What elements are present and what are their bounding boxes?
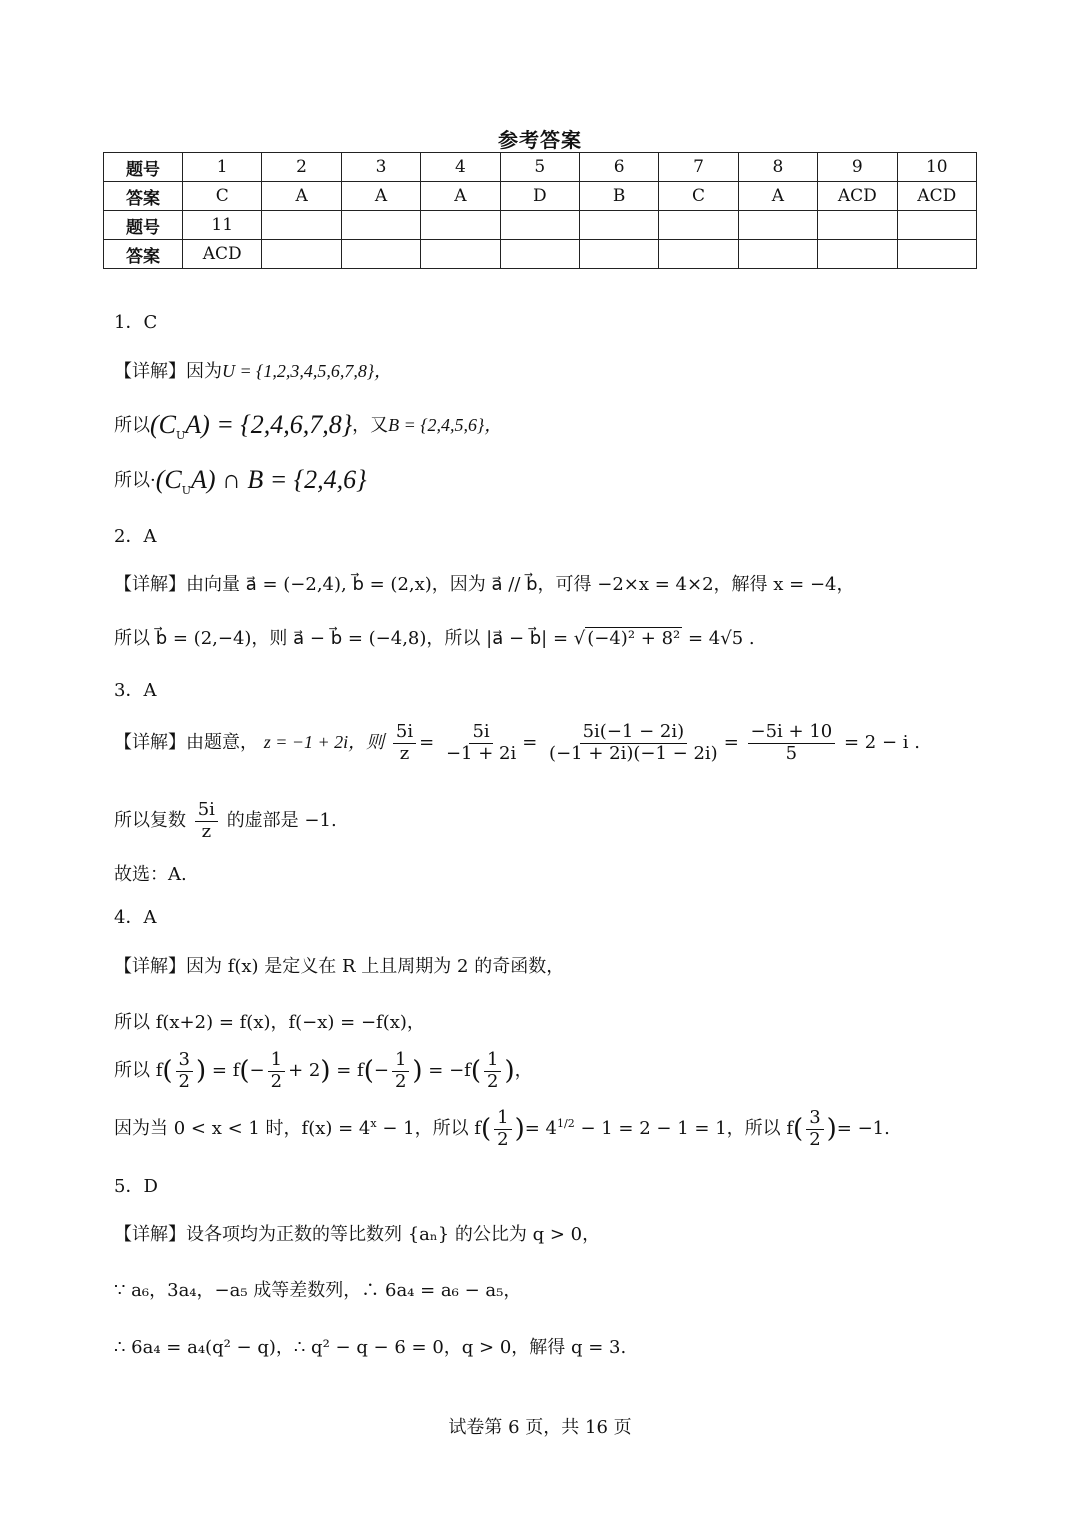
fraction-denominator: z <box>399 742 410 764</box>
q1-heading: 1．C <box>114 312 158 333</box>
q3-detail-line1: 【详解】由题意， z = −1 + 2i，则 $\frac{5i}{z}$ = $\frac{5i}{-1 + 2i}$ = $\frac{5i(-1 - 2i)}{(-1 + 2i)(-1 - 2i)}$ = $\frac{-5i + 10}{5}$ = 2 − i . <box>114 721 920 764</box>
paren-close-icon: ) <box>826 1114 837 1145</box>
q5-detail-line2: ∵ a₆，3a₄，−a₅ 成等差数列，∴ 6a₄ = a₆ − a₅， <box>114 1280 522 1301</box>
q1-l3-pre: 所以· <box>114 470 156 492</box>
fraction <box>176 1050 193 1092</box>
fraction <box>748 722 836 764</box>
fraction <box>392 1050 409 1092</box>
q1-l2-math <box>150 410 353 443</box>
fraction-numerator: 1 <box>494 1108 511 1130</box>
answer-table <box>103 152 977 269</box>
fraction-denominator: z <box>201 820 212 842</box>
table-cell: C <box>183 182 262 211</box>
table-cell <box>818 211 897 240</box>
table-cell: 9 <box>818 153 897 182</box>
table-cell <box>341 211 420 240</box>
q4-l4-exp: 1/2 <box>557 1117 575 1131</box>
table-cell <box>579 211 658 240</box>
q3-l2-post: 的虚部是 −1. <box>226 810 337 832</box>
q3-l1-pre: 【详解】由题意， <box>114 732 258 754</box>
q2-sqrt-body: (−4)² + 8² <box>587 628 681 649</box>
table-cell <box>341 240 420 269</box>
table-cell: ACD <box>818 182 897 211</box>
fraction-denominator: 2 <box>394 1070 407 1092</box>
fraction-numerator: 5i <box>393 722 416 744</box>
paren-open-icon: ( <box>363 1056 374 1087</box>
q1-l1-tag: 【详解】因为 <box>114 361 222 382</box>
table-cell: ACD <box>897 182 976 211</box>
q3-detail-line2 <box>114 800 337 842</box>
table-cell: A <box>421 182 500 211</box>
table-cell <box>659 240 738 269</box>
table-cell: 2 <box>262 153 341 182</box>
table-cell: B <box>579 182 658 211</box>
fraction <box>494 1108 511 1150</box>
q1-l2-mid: ，又 <box>352 415 389 437</box>
fraction <box>195 800 218 842</box>
table-cell: 5 <box>500 153 579 182</box>
q4-detail-line2: 所以 f(x+2) = f(x)，f(−x) = −f(x)， <box>114 1012 425 1033</box>
q3-heading: 3．A <box>114 680 157 701</box>
q1-detail-line3 <box>114 465 367 497</box>
paren-close-icon: ) <box>412 1056 423 1087</box>
page-footer: 试卷第 6 页，共 16 页 <box>448 1417 632 1438</box>
fraction-numerator: 1 <box>392 1050 409 1072</box>
q4-l4-after: − 1 = 2 − 1 = 1，所以 f <box>574 1118 794 1140</box>
row-label-answer: 答案 <box>104 182 183 211</box>
q3-detail-line3: 故选：A. <box>114 864 187 885</box>
q4-l3-eq3: = −f <box>428 1060 471 1082</box>
fraction-numerator: 1 <box>268 1050 285 1072</box>
fraction-numerator: 5i <box>469 722 492 744</box>
row-label-answer: 答案 <box>104 240 183 269</box>
table-cell <box>738 240 817 269</box>
table-cell <box>897 240 976 269</box>
q1-detail-line1 <box>114 357 392 383</box>
table-row <box>104 153 977 182</box>
table-cell: ACD <box>183 240 262 269</box>
table-cell: A <box>262 182 341 211</box>
q1-l2-pre: 所以 <box>114 415 150 437</box>
table-cell <box>500 240 579 269</box>
fraction-denominator: 2 <box>487 1070 499 1092</box>
table-cell: A <box>341 182 420 211</box>
exp-num: 1 <box>557 1117 565 1131</box>
fraction-denominator: 5 <box>785 742 798 764</box>
q4-l3-eq1: = f <box>211 1060 240 1082</box>
q4-l3-eq2: = f <box>336 1060 364 1082</box>
fraction <box>546 722 721 764</box>
table-cell: 7 <box>659 153 738 182</box>
q1-l3-math-a: (C <box>155 465 182 494</box>
q4-detail-line4 <box>114 1108 890 1150</box>
q5-detail-line1: 【详解】设各项均为正数的等比数列 {aₙ} 的公比为 q > 0， <box>114 1224 601 1245</box>
q4-l3-pre: 所以 f <box>114 1060 163 1082</box>
fraction-denominator: 2 <box>178 1070 190 1092</box>
table-cell: 6 <box>579 153 658 182</box>
fraction-numerator: −5i + 10 <box>748 722 836 744</box>
q4-detail-line3: 所以 f( $\frac{3}{2}$ ) = f(− $\frac{1}{2}$ + 2) = f(− $\frac{1}{2}$ ) = −f( $\frac{1}{2}$ )， <box>114 1049 533 1092</box>
paren-close-icon: ) <box>196 1056 207 1087</box>
table-cell <box>818 240 897 269</box>
q1-l2-math-b: A) = {2,4,6,7,8} <box>185 410 353 439</box>
table-cell <box>262 211 341 240</box>
q3-l2-pre: 所以复数 <box>114 810 186 832</box>
q4-l4-eq: = 4 <box>524 1118 558 1140</box>
row-label-question: 题号 <box>104 153 183 182</box>
q4-l4-pre: 因为当 0 < x < 1 时，f(x) = 4 <box>114 1118 371 1140</box>
table-cell <box>500 211 579 240</box>
q2-l2a: 所以 b⃗ = (2,−4)，则 a⃗ − b⃗ = (−4,8)，所以 |a⃗ − b⃗| = <box>114 628 574 649</box>
paren-open-icon: ( <box>793 1114 804 1145</box>
q1-l3-sub: U <box>181 484 192 498</box>
sqrt-icon: √ <box>573 628 586 649</box>
q4-l4-sup: x <box>370 1117 377 1131</box>
fraction-denominator: −1 + 2i <box>445 742 517 764</box>
q4-heading: 4．A <box>114 907 157 928</box>
fraction <box>443 722 519 764</box>
q2-detail-line2 <box>114 624 755 650</box>
paren-open-icon: ( <box>480 1114 492 1145</box>
paren-close-icon: ) <box>320 1056 331 1087</box>
table-cell: C <box>659 182 738 211</box>
q4-detail-line1: 【详解】因为 f(x) 是定义在 R 上且周期为 2 的奇函数， <box>114 956 565 977</box>
q1-detail-line2 <box>114 410 502 442</box>
table-cell <box>421 240 500 269</box>
q3-l1-z: z = −1 + 2i，则 <box>263 732 385 753</box>
q4-l4-end: = −1. <box>836 1118 890 1140</box>
q4-l4-mid: − 1，所以 f <box>376 1118 481 1140</box>
table-cell <box>421 211 500 240</box>
q1-l2-sub: U <box>176 429 186 443</box>
q3-l1-end: = 2 − i . <box>843 732 920 754</box>
paren-open-icon: ( <box>239 1056 250 1087</box>
fraction-denominator: 2 <box>809 1128 821 1150</box>
fraction <box>806 1108 823 1150</box>
table-row <box>104 182 977 211</box>
row-label-question: 题号 <box>104 211 183 240</box>
table-cell: 10 <box>897 153 976 182</box>
q4-l3-mid: + 2 <box>288 1060 321 1082</box>
fraction <box>393 722 416 764</box>
table-cell <box>897 211 976 240</box>
table-cell: 11 <box>183 211 262 240</box>
paren-open-icon: ( <box>470 1056 481 1087</box>
q1-l3-math-b: A) ∩ B = {2,4,6} <box>191 465 367 494</box>
q5-detail-line3: ∴ 6a₄ = a₄(q² − q)，∴ q² − q − 6 = 0，q > 0，解得 q = 3. <box>114 1337 627 1358</box>
fraction-denominator: 2 <box>270 1070 283 1092</box>
fraction-denominator: 2 <box>497 1128 509 1150</box>
table-cell <box>738 211 817 240</box>
q1-l3-math <box>155 465 367 498</box>
q5-heading: 5．D <box>114 1176 158 1197</box>
paren-open-icon: ( <box>162 1056 173 1087</box>
table-cell: 1 <box>183 153 262 182</box>
q2-detail-line1: 【详解】由向量 a⃗ = (−2,4), b⃗ = (2,x)，因为 a⃗ // b⃗，可得 −2×x = 4×2，解得 x = −4， <box>114 574 855 595</box>
fraction-numerator: 1 <box>484 1050 501 1072</box>
table-cell <box>262 240 341 269</box>
fraction-numerator: 3 <box>176 1050 193 1072</box>
table-cell <box>579 240 658 269</box>
fraction-numerator: 5i(−1 − 2i) <box>580 722 688 744</box>
q2-heading: 2．A <box>114 526 157 547</box>
fraction <box>484 1050 501 1092</box>
table-cell: 8 <box>738 153 817 182</box>
paren-close-icon: ) <box>514 1114 525 1145</box>
table-cell: 4 <box>421 153 500 182</box>
paren-close-icon: ) <box>504 1056 515 1087</box>
exp-den: 2 <box>567 1117 575 1131</box>
fraction-denominator: (−1 + 2i)(−1 − 2i) <box>549 742 718 764</box>
table-row <box>104 240 977 269</box>
table-cell: 3 <box>341 153 420 182</box>
q4-l3-end: ， <box>514 1060 533 1082</box>
fraction-numerator: 5i <box>195 800 218 822</box>
q1-l1-math: U = {1,2,3,4,5,6,7,8}， <box>222 361 393 381</box>
page-title: 参考答案 <box>498 128 582 152</box>
table-cell: D <box>500 182 579 211</box>
q1-l2-math-a: (C <box>150 410 176 439</box>
table-row <box>104 211 977 240</box>
q1-l2-math3: B = {2,4,5,6}， <box>388 415 503 436</box>
table-cell <box>659 211 738 240</box>
table-cell: A <box>738 182 817 211</box>
fraction <box>268 1050 285 1092</box>
q2-l2b: = 4√5 . <box>682 628 755 649</box>
fraction-numerator: 3 <box>806 1108 823 1130</box>
